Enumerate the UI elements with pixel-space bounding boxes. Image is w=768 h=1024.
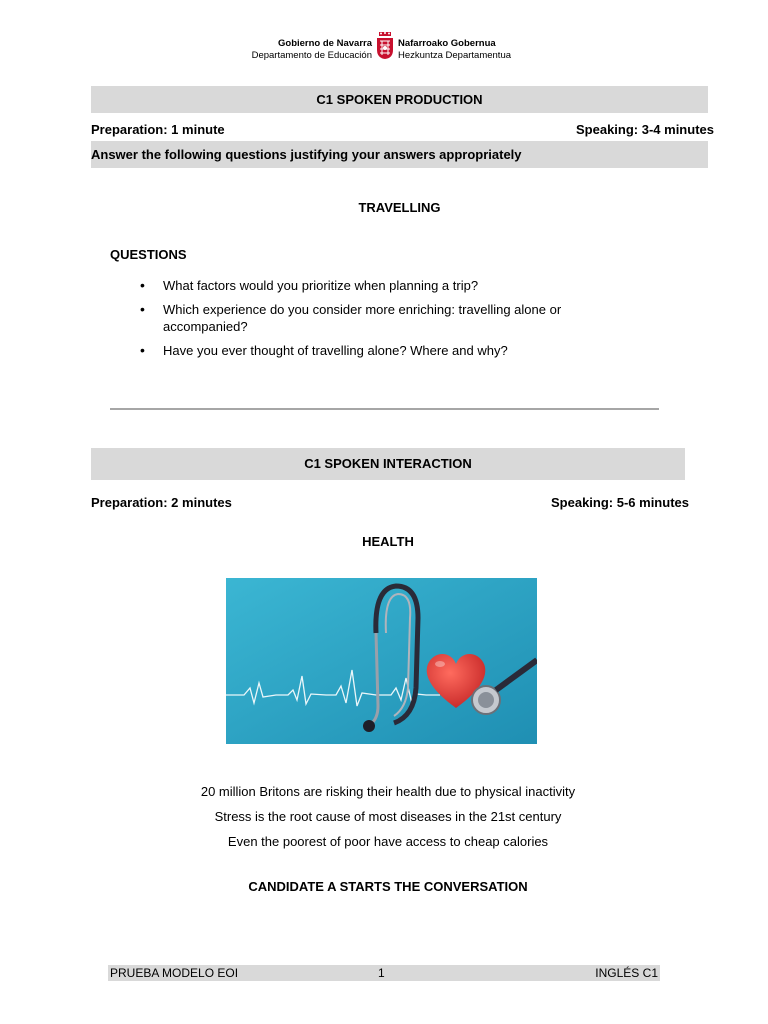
header-right-line2: Hezkuntza Departamentua [398,50,512,61]
question-item: • What factors would you prioritize when planning a trip? [140,277,620,294]
header-left-line2: Departamento de Educación [251,50,372,61]
statement-item: 20 million Britons are risking their health due to physical inactivity [200,784,576,799]
header-right-line1: Nafarroako Gobernua [398,38,496,49]
production-instruction-text: Answer the following questions justifying your answers appropriately [91,147,522,162]
header-right-text [398,38,538,62]
questions-list [140,270,620,359]
statement-item: Even the poorest of poor have access to cheap calories [227,834,549,849]
interaction-speaking: Speaking: 5-6 minutes [551,495,689,510]
question-item: • Which experience do you consider more enriching: travelling alone or accompanied? [140,301,620,335]
interaction-topic: HEALTH [362,534,414,549]
navarra-coat-of-arms-icon [375,30,395,60]
questions-heading: QUESTIONS [110,247,187,262]
footer-left: PRUEBA MODELO EOI [110,966,239,980]
production-preparation: Preparation: 1 minute [91,122,225,137]
production-title: C1 SPOKEN PRODUCTION [91,86,708,113]
page-footer [108,965,660,981]
production-topic: TRAVELLING [358,200,441,215]
production-instruction [91,141,708,168]
footer-page-number: 1 [378,966,385,980]
interaction-statements [91,779,685,854]
header-left-line1: Gobierno de Navarra [278,38,372,49]
footer-right: INGLÉS C1 [595,966,658,980]
candidate-note: CANDIDATE A STARTS THE CONVERSATION [248,879,528,894]
header-left-text [246,38,372,62]
section-divider [110,408,659,410]
stethoscope-heart-heartbeat-image [226,578,537,744]
production-speaking: Speaking: 3-4 minutes [576,122,714,137]
interaction-preparation: Preparation: 2 minutes [91,495,232,510]
question-item: • Have you ever thought of travelling alone? Where and why? [140,342,620,359]
interaction-title: C1 SPOKEN INTERACTION [91,448,685,480]
statement-item: Stress is the root cause of most diseases in the 21st century [214,809,562,824]
